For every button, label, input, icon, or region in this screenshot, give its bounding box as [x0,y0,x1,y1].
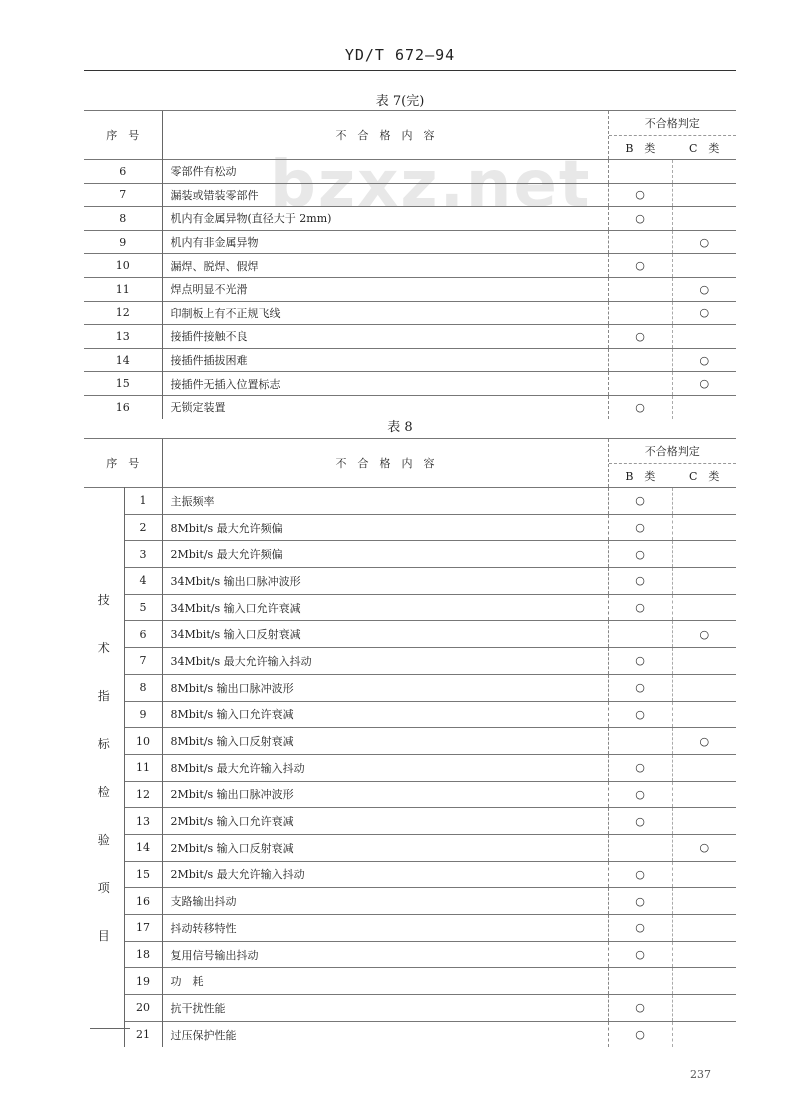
col-header-b: B 类 [625,469,656,483]
class-b-mark: ○ [608,568,672,595]
row-content: 无锁定装置 [162,395,608,418]
row-content: 34Mbit/s 输入口反射衰减 [162,621,608,648]
row-number: 10 [84,254,162,278]
group-label [84,488,124,1048]
class-c-mark [672,648,736,675]
class-c-mark: ○ [672,621,736,648]
class-c-mark [672,594,736,621]
class-c-mark [672,754,736,781]
row-number: 6 [84,160,162,184]
watermark: bzxz.net [270,148,592,222]
class-b-mark: ○ [608,674,672,701]
table7 [84,110,736,419]
col-header-c: C 类 [688,141,720,155]
row-content: 8Mbit/s 输入口允许衰减 [162,701,608,728]
row-number: 17 [124,915,162,942]
judge-label: 不合格判定 [609,443,737,464]
class-b-mark: ○ [608,888,672,915]
row-content: 2Mbit/s 输出口脉冲波形 [162,781,608,808]
row-number: 19 [124,968,162,995]
table-row [84,861,736,888]
class-c-mark [672,514,736,541]
table-row [84,541,736,568]
table-row [84,568,736,595]
row-content: 印制板上有不正规飞线 [162,301,608,325]
table-row [84,674,736,701]
row-content: 34Mbit/s 输入口允许衰减 [162,594,608,621]
row-number: 10 [124,728,162,755]
class-c-mark [672,995,736,1022]
class-b-mark: ○ [608,648,672,675]
table-row [84,1021,736,1047]
class-b-mark: ○ [608,701,672,728]
class-b-mark: ○ [608,325,672,349]
class-b-mark [608,728,672,755]
row-content: 34Mbit/s 输出口脉冲波形 [162,568,608,595]
table-row [84,701,736,728]
table-row [84,781,736,808]
class-b-mark: ○ [608,861,672,888]
group-label-char: 指 [97,688,110,703]
class-c-mark: ○ [672,301,736,325]
class-b-mark [608,230,672,254]
row-number: 8 [124,674,162,701]
class-b-mark [608,348,672,372]
class-b-mark: ○ [608,514,672,541]
table-row [84,325,736,349]
class-c-mark [672,207,736,231]
class-c-mark [672,968,736,995]
table-row [84,207,736,231]
table-row [84,941,736,968]
table-row [84,648,736,675]
header-rule [84,70,736,71]
row-content: 零部件有松动 [162,160,608,184]
row-number: 1 [124,488,162,515]
table-row [84,277,736,301]
table-row [84,915,736,942]
row-content: 抖动转移特性 [162,915,608,942]
group-label-char: 术 [97,640,110,655]
table-row [84,728,736,755]
class-b-mark: ○ [608,541,672,568]
class-c-mark [672,808,736,835]
row-number: 18 [124,941,162,968]
row-number: 14 [124,834,162,861]
col-header-c: C 类 [688,469,720,483]
row-content: 接插件接触不良 [162,325,608,349]
row-number: 3 [124,541,162,568]
row-number: 9 [84,230,162,254]
group-label-char: 目 [97,928,110,943]
table-row [84,621,736,648]
row-number: 13 [124,808,162,835]
class-b-mark [608,968,672,995]
row-content: 接插件插拔困难 [162,348,608,372]
row-content: 8Mbit/s 最大允许输入抖动 [162,754,608,781]
row-content: 复用信号输出抖动 [162,941,608,968]
class-c-mark [672,701,736,728]
class-c-mark [672,781,736,808]
class-b-mark: ○ [608,781,672,808]
table-row [84,372,736,396]
row-number: 16 [84,395,162,418]
class-b-mark [608,621,672,648]
class-c-mark [672,160,736,184]
class-b-mark: ○ [608,941,672,968]
class-b-mark: ○ [608,995,672,1022]
row-number: 11 [124,754,162,781]
row-content: 8Mbit/s 输入口反射衰减 [162,728,608,755]
class-b-mark: ○ [608,207,672,231]
row-content: 机内有非金属异物 [162,230,608,254]
class-c-mark: ○ [672,277,736,301]
class-c-mark [672,861,736,888]
table8-caption: 表 8 [387,420,413,435]
row-number: 8 [84,207,162,231]
col-header-seq: 序 号 [84,439,162,488]
row-number: 16 [124,888,162,915]
class-c-mark [672,674,736,701]
row-content: 主振频率 [162,488,608,515]
class-c-mark [672,488,736,515]
row-content: 2Mbit/s 最大允许输入抖动 [162,861,608,888]
row-number: 6 [124,621,162,648]
table-row [84,808,736,835]
row-number: 9 [124,701,162,728]
row-number: 15 [84,372,162,396]
row-content: 2Mbit/s 输入口反射衰减 [162,834,608,861]
table7-caption: 表 7(完) [375,94,425,109]
row-number: 7 [124,648,162,675]
row-number: 12 [124,781,162,808]
row-content: 8Mbit/s 最大允许频偏 [162,514,608,541]
class-c-mark [672,325,736,349]
class-c-mark: ○ [672,348,736,372]
group-label-char: 检 [97,784,110,799]
group-label-char: 标 [97,736,110,751]
row-number: 12 [84,301,162,325]
table-row [84,995,736,1022]
class-c-mark [672,915,736,942]
row-content: 8Mbit/s 输出口脉冲波形 [162,674,608,701]
class-c-mark: ○ [672,372,736,396]
class-b-mark: ○ [608,488,672,515]
table-row [84,968,736,995]
class-c-mark [672,254,736,278]
group-label-char: 项 [97,880,110,895]
group-label-char: 技 [97,592,110,607]
table-row [84,834,736,861]
judge-label: 不合格判定 [609,115,737,136]
class-c-mark [672,1021,736,1047]
class-b-mark [608,834,672,861]
class-c-mark [672,183,736,207]
class-b-mark: ○ [608,183,672,207]
row-number: 21 [124,1021,162,1047]
class-c-mark: ○ [672,834,736,861]
class-b-mark [608,372,672,396]
group-label-char: 验 [97,832,110,847]
class-b-mark [608,277,672,301]
class-b-mark: ○ [608,594,672,621]
col-header-content: 不 合 格 内 容 [162,439,608,488]
row-content: 接插件无插入位置标志 [162,372,608,396]
table-row [84,348,736,372]
table-row [84,183,736,207]
table-row [84,594,736,621]
row-content: 支路输出抖动 [162,888,608,915]
row-content: 34Mbit/s 最大允许输入抖动 [162,648,608,675]
row-number: 13 [84,325,162,349]
class-b-mark [608,301,672,325]
class-c-mark [672,541,736,568]
row-number: 2 [124,514,162,541]
table-row [84,254,736,278]
class-b-mark: ○ [608,395,672,418]
col-header-seq: 序 号 [84,111,162,160]
row-number: 15 [124,861,162,888]
class-b-mark [608,160,672,184]
row-content: 过压保护性能 [162,1021,608,1047]
class-c-mark: ○ [672,230,736,254]
class-c-mark [672,568,736,595]
row-content: 漏装或错装零部件 [162,183,608,207]
col-header-judge [608,439,736,488]
row-number: 14 [84,348,162,372]
class-b-mark: ○ [608,915,672,942]
class-c-mark: ○ [672,728,736,755]
row-content: 功 耗 [162,968,608,995]
table-row [84,230,736,254]
class-c-mark [672,941,736,968]
table-row [84,888,736,915]
row-number: 20 [124,995,162,1022]
class-c-mark [672,888,736,915]
col-header-judge [608,111,736,160]
table-row [84,160,736,184]
table8 [84,438,736,1047]
class-b-mark: ○ [608,808,672,835]
class-b-mark: ○ [608,254,672,278]
row-number: 11 [84,277,162,301]
bottom-rule [90,1028,130,1029]
row-content: 漏焊、脱焊、假焊 [162,254,608,278]
document-header: YD/T 672—94 [344,46,456,64]
table-row [84,754,736,781]
row-number: 4 [124,568,162,595]
row-number: 5 [124,594,162,621]
col-header-content: 不 合 格 内 容 [162,111,608,160]
table-row [84,301,736,325]
row-number: 7 [84,183,162,207]
class-b-mark: ○ [608,1021,672,1047]
table-row [84,488,736,515]
row-content: 机内有金属异物(直径大于 2mm) [162,207,608,231]
row-content: 2Mbit/s 输入口允许衰减 [162,808,608,835]
class-b-mark: ○ [608,754,672,781]
page-number: 237 [690,1068,711,1081]
row-content: 2Mbit/s 最大允许频偏 [162,541,608,568]
row-content: 焊点明显不光滑 [162,277,608,301]
row-content: 抗干扰性能 [162,995,608,1022]
col-header-b: B 类 [625,141,656,155]
table-row [84,514,736,541]
